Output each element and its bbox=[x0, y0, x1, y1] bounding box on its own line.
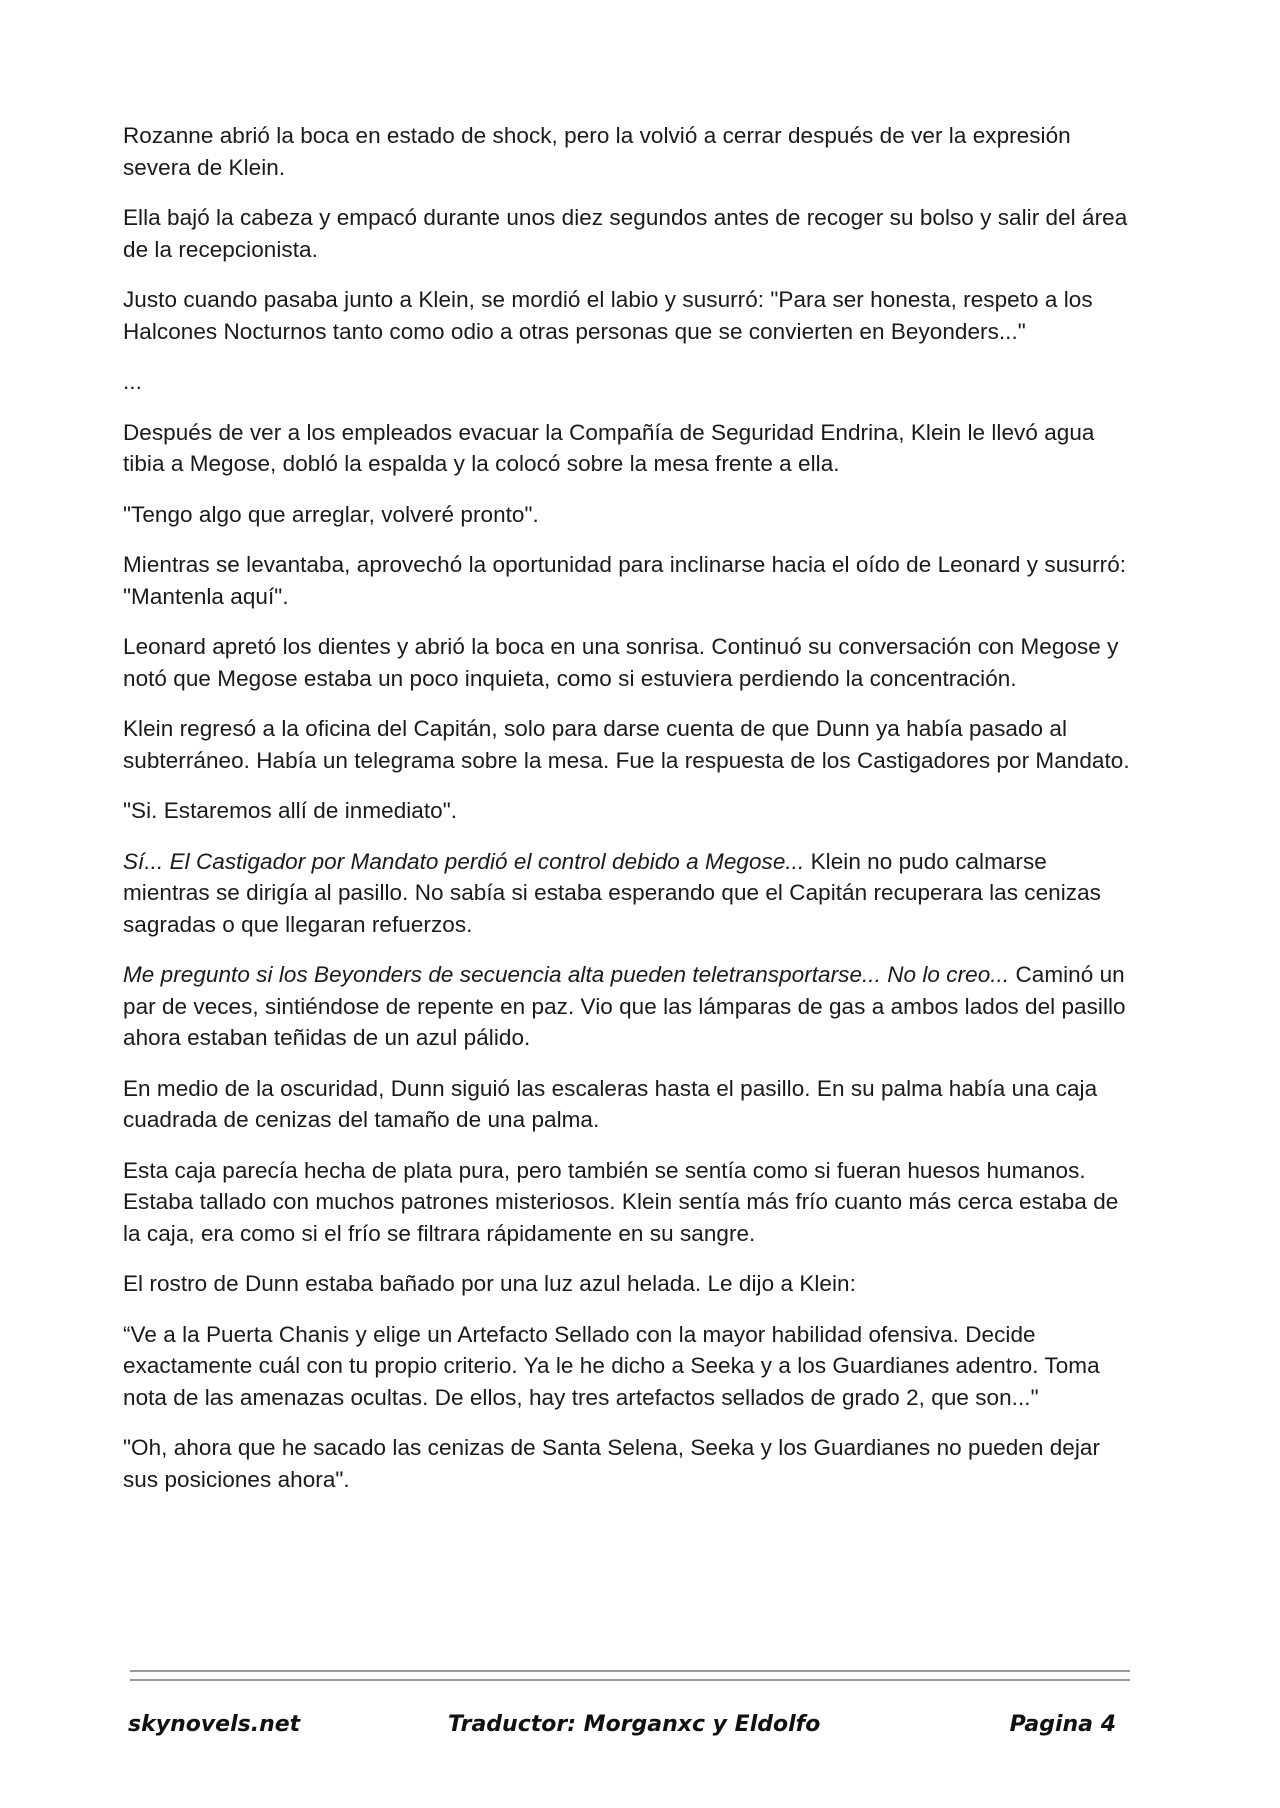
footer-divider bbox=[130, 1670, 1130, 1681]
paragraph: Mientras se levantaba, aprovechó la oportunidad para inclinarse hacia el oído de Leonard y susurró: "Mantenla aquí". bbox=[123, 552, 1127, 609]
paragraph-text: Caminó un par de veces, sintiéndose de repente en paz. Vio que las lámparas de gas a ambos lados del pasillo ahora estaban teñidas de un azul pálido. bbox=[123, 962, 1126, 1050]
paragraph: Rozanne abrió la boca en estado de shock, pero la volvió a cerrar después de ver la expresión severa de Klein. bbox=[123, 123, 1071, 180]
footer-translator: Traductor: Morganxc y Eldolfo bbox=[448, 1712, 821, 1737]
paragraph: En medio de la oscuridad, Dunn siguió las escaleras hasta el pasillo. En su palma había una caja cuadrada de cenizas del tamaño de una palma. bbox=[123, 1075, 1098, 1132]
paragraph: Leonard apretó los dientes y abrió la boca en una sonrisa. Continuó su conversación con Megose y notó que Megose estaba un poco inquieta, como si estuviera perdiendo la concentración. bbox=[123, 634, 1119, 691]
paragraph: "Tengo algo que arreglar, volveré pronto". bbox=[123, 501, 539, 527]
footer-site: skynovels.net bbox=[128, 1712, 301, 1737]
paragraph-text: Klein no pudo calmarse mientras se dirigía al pasillo. No sabía si estaba esperando que el Capitán recuperara las cenizas sagradas o que llegaran refuerzos. bbox=[123, 848, 1101, 937]
paragraph: Justo cuando pasaba junto a Klein, se mordió el labio y susurró: "Para ser honesta, respeto a los Halcones Nocturnos tanto como odio a otras personas que se convierten en Beyonders..." bbox=[123, 287, 1093, 344]
paragraph: "Si. Estaremos allí de inmediato". bbox=[123, 798, 458, 823]
footer-page-number: Pagina 4 bbox=[1009, 1712, 1116, 1737]
paragraph-ellipsis: ... bbox=[123, 369, 142, 394]
divider-line bbox=[130, 1670, 1130, 1672]
paragraph-with-thought bbox=[123, 846, 1133, 941]
paragraph-with-thought bbox=[123, 959, 1133, 1054]
inner-thought: Me pregunto si los Beyonders de secuencia alta pueden teletransportarse... No lo creo... bbox=[123, 962, 1010, 987]
paragraph: “Ve a la Puerta Chanis y elige un Artefacto Sellado con la mayor habilidad ofensiva. Decide exactamente cuál con tu propio criterio. Ya le he dicho a Seeka y a los Guardianes adentro. Toma nota de las amenazas ocultas. De ellos, hay tres artefactos sellados de grado 2, que son..." bbox=[123, 1321, 1100, 1410]
paragraph: El rostro de Dunn estaba bañado por una luz azul helada. Le dijo a Klein: bbox=[123, 1271, 856, 1296]
inner-thought: Sí... El Castigador por Mandato perdió el control debido a Megose... bbox=[123, 848, 805, 874]
paragraph: Después de ver a los empleados evacuar la Compañía de Seguridad Endrina, Klein le llevó agua tibia a Megose, dobló la espalda y la colocó sobre la mesa frente a ella. bbox=[123, 419, 1095, 476]
divider-line bbox=[130, 1679, 1130, 1681]
paragraph: Esta caja parecía hecha de plata pura, pero también se sentía como si fueran huesos humanos. Estaba tallado con muchos patrones misteriosos. Klein sentía más frío cuanto más cerca estaba de la caja, era como si el frío se filtrara rápidamente en su sangre. bbox=[123, 1157, 1119, 1246]
paragraph: Klein regresó a la oficina del Capitán, solo para darse cuenta de que Dunn ya había pasado al subterráneo. Había un telegrama sobre la mesa. Fue la respuesta de los Castigadores por Mandato. bbox=[123, 716, 1130, 773]
page-footer bbox=[128, 1712, 1128, 1746]
document-body bbox=[123, 120, 1133, 1514]
paragraph: "Oh, ahora que he sacado las cenizas de Santa Selena, Seeka y los Guardianes no pueden dejar sus posiciones ahora". bbox=[123, 1435, 1100, 1492]
paragraph: Ella bajó la cabeza y empacó durante unos diez segundos antes de recoger su bolso y salir del área de la recepcionista. bbox=[123, 205, 1128, 262]
